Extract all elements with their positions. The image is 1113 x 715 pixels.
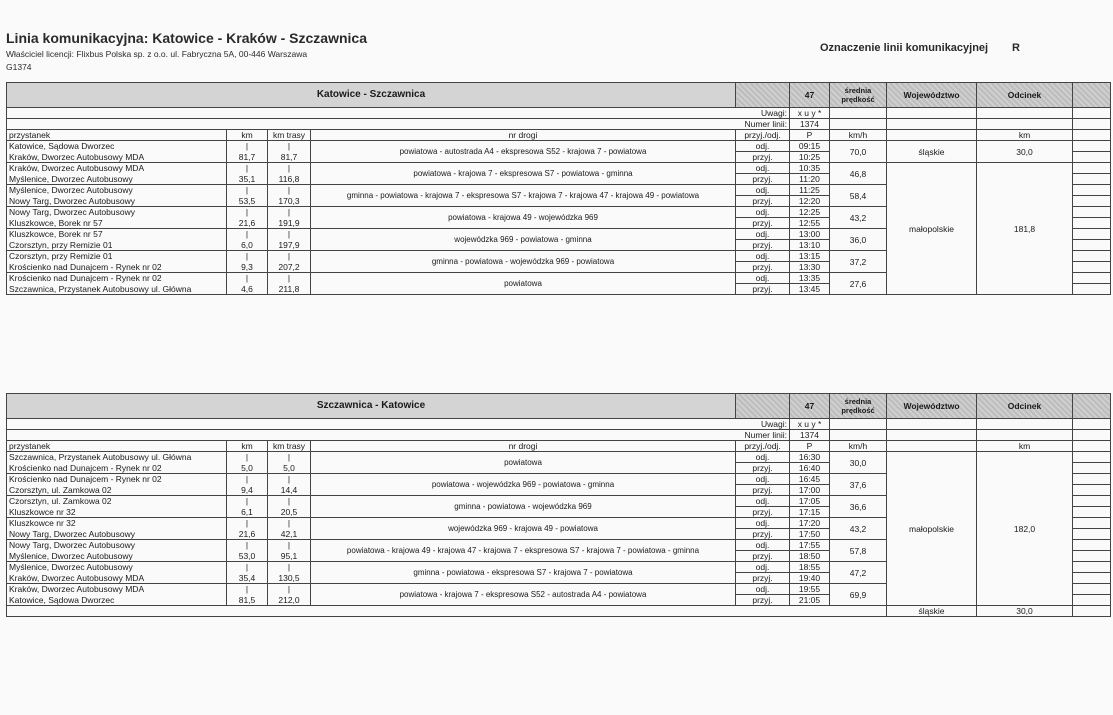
dep-label: odj. xyxy=(736,562,790,573)
arr-label: przyj. xyxy=(736,174,790,185)
line-number-label: Numer linii: xyxy=(7,119,790,130)
remarks-value: x u y * xyxy=(790,108,830,119)
avg-speed: 69,9 xyxy=(830,584,887,606)
road-numbers: wojewódzka 969 - krajowa 49 - powiatowa xyxy=(311,518,736,540)
empty xyxy=(887,119,977,130)
arr-time: 18:50 xyxy=(790,551,830,562)
dep-label: odj. xyxy=(736,540,790,551)
avg-speed-header: średnia prędkość xyxy=(830,83,887,108)
dep-time: 13:15 xyxy=(790,251,830,262)
dep-time: 10:35 xyxy=(790,163,830,174)
voivodeship: śląskie xyxy=(887,141,977,163)
segment-km: 21,6 xyxy=(227,218,268,229)
arr-time: 21:05 xyxy=(790,595,830,606)
arr-time: 12:55 xyxy=(790,218,830,229)
stop-from: Kluszkowce nr 32 xyxy=(7,518,227,529)
tick: | xyxy=(227,452,268,463)
line-mark-label: Oznaczenie linii komunikacyjnej xyxy=(820,42,989,54)
route-km: 197,9 xyxy=(268,240,311,251)
tick: | xyxy=(268,273,311,284)
col-header-km-unit: km xyxy=(977,130,1073,141)
arr-label: przyj. xyxy=(736,573,790,584)
tick: | xyxy=(227,229,268,240)
arr-label: przyj. xyxy=(736,284,790,295)
dep-label: odj. xyxy=(736,584,790,595)
avg-speed: 58,4 xyxy=(830,185,887,207)
route-km: 207,2 xyxy=(268,262,311,273)
stop-to: Myślenice, Dworzec Autobusowy xyxy=(7,551,227,562)
stop-to: Krościenko nad Dunajcem - Rynek nr 02 xyxy=(7,463,227,474)
arr-label: przyj. xyxy=(736,463,790,474)
stop-from: Kluszkowce, Borek nr 57 xyxy=(7,229,227,240)
section-header: Odcinek xyxy=(977,394,1073,419)
arr-time: 13:30 xyxy=(790,262,830,273)
segment-km: 35,4 xyxy=(227,573,268,584)
segment-km: 9,4 xyxy=(227,485,268,496)
route-km: 191,9 xyxy=(268,218,311,229)
segment-km: 5,0 xyxy=(227,463,268,474)
tick: | xyxy=(227,562,268,573)
dep-time: 13:00 xyxy=(790,229,830,240)
tick: | xyxy=(268,584,311,595)
empty xyxy=(830,430,887,441)
empty xyxy=(830,108,887,119)
dep-label: odj. xyxy=(736,518,790,529)
arr-time: 13:10 xyxy=(790,240,830,251)
voivodeship-header: Województwo xyxy=(887,394,977,419)
line-number-label: Numer linii: xyxy=(7,430,790,441)
empty xyxy=(977,119,1073,130)
arr-label: przyj. xyxy=(736,240,790,251)
col-header-km-route: km trasy xyxy=(268,130,311,141)
empty xyxy=(1073,573,1111,584)
empty xyxy=(1073,174,1111,185)
col-header-km-route: km trasy xyxy=(268,441,311,452)
dep-label: odj. xyxy=(736,141,790,152)
arr-label: przyj. xyxy=(736,551,790,562)
empty xyxy=(1073,119,1111,130)
empty xyxy=(1073,130,1111,141)
road-numbers: powiatowa xyxy=(311,273,736,295)
dep-label: odj. xyxy=(736,163,790,174)
empty xyxy=(830,119,887,130)
stop-to: Myślenice, Dworzec Autobusowy xyxy=(7,174,227,185)
route-km: 211,8 xyxy=(268,284,311,295)
empty xyxy=(1073,284,1111,295)
band-end xyxy=(1073,83,1111,108)
tick: | xyxy=(268,562,311,573)
empty xyxy=(1073,163,1111,174)
dep-label: odj. xyxy=(736,251,790,262)
avg-speed: 47,2 xyxy=(830,562,887,584)
route-km: 42,1 xyxy=(268,529,311,540)
line-code: G1374 xyxy=(6,62,32,72)
tick: | xyxy=(227,584,268,595)
road-numbers: wojewódzka 969 - powiatowa - gminna xyxy=(311,229,736,251)
tick: | xyxy=(268,540,311,551)
voivodeship-header: Województwo xyxy=(887,83,977,108)
tick: | xyxy=(268,207,311,218)
empty xyxy=(1073,551,1111,562)
stop-to: Kluszkowce nr 32 xyxy=(7,507,227,518)
road-numbers: gminna - powiatowa - krajowa 7 - ekspresowa S7 - krajowa 7 - krajowa 47 - krajowa 49 - powiatowa xyxy=(311,185,736,207)
section-km: 30,0 xyxy=(977,606,1073,617)
empty xyxy=(1073,463,1111,474)
course-number: 47 xyxy=(790,83,830,108)
arr-time: 17:15 xyxy=(790,507,830,518)
line-number-value: 1374 xyxy=(790,430,830,441)
tick: | xyxy=(227,163,268,174)
avg-speed: 27,6 xyxy=(830,273,887,295)
stop-to: Kraków, Dworzec Autobusowy MDA xyxy=(7,152,227,163)
segment-km: 53,0 xyxy=(227,551,268,562)
stop-from: Katowice, Sądowa Dworzec xyxy=(7,141,227,152)
empty xyxy=(1073,240,1111,251)
timetable-1 xyxy=(6,82,1111,295)
empty xyxy=(1073,595,1111,606)
avg-speed-header: średnia prędkość xyxy=(830,394,887,419)
stop-from: Myślenice, Dworzec Autobusowy xyxy=(7,562,227,573)
dep-label: odj. xyxy=(736,452,790,463)
road-numbers: gminna - powiatowa - ekspresowa S7 - krajowa 7 - powiatowa xyxy=(311,562,736,584)
segment-km: 6,0 xyxy=(227,240,268,251)
empty xyxy=(1073,430,1111,441)
tick: | xyxy=(268,251,311,262)
arr-label: przyj. xyxy=(736,196,790,207)
arr-label: przyj. xyxy=(736,218,790,229)
dep-time: 17:20 xyxy=(790,518,830,529)
route-km: 20,5 xyxy=(268,507,311,518)
dep-label: odj. xyxy=(736,273,790,284)
empty xyxy=(1073,218,1111,229)
stop-to: Czorsztyn, ul. Zamkowa 02 xyxy=(7,485,227,496)
empty xyxy=(830,419,887,430)
remarks-value: x u y * xyxy=(790,419,830,430)
tick: | xyxy=(227,207,268,218)
empty xyxy=(887,130,977,141)
period-value: P xyxy=(790,130,830,141)
arr-label: przyj. xyxy=(736,507,790,518)
arr-time: 16:40 xyxy=(790,463,830,474)
stop-from: Kraków, Dworzec Autobusowy MDA xyxy=(7,163,227,174)
remarks-label: Uwagi: xyxy=(7,419,790,430)
road-numbers: powiatowa - krajowa 49 - krajowa 47 - krajowa 7 - ekspresowa S7 - krajowa 7 - powiatowa - gminna xyxy=(311,540,736,562)
route-km: 130,5 xyxy=(268,573,311,584)
dep-time: 17:05 xyxy=(790,496,830,507)
col-header-arrdep: przyj./odj. xyxy=(736,441,790,452)
license-owner: Właściciel licencji: Flixbus Polska sp. z o.o. ul. Fabryczna 5A, 00-446 Warszawa xyxy=(6,49,308,59)
arr-label: przyj. xyxy=(736,529,790,540)
empty xyxy=(1073,540,1111,551)
band-end xyxy=(1073,394,1111,419)
road-numbers: gminna - powiatowa - wojewódzka 969 - powiatowa xyxy=(311,251,736,273)
tick: | xyxy=(268,141,311,152)
segment-km: 21,6 xyxy=(227,529,268,540)
tick: | xyxy=(227,518,268,529)
route-km: 81,7 xyxy=(268,152,311,163)
avg-speed: 57,8 xyxy=(830,540,887,562)
tick: | xyxy=(227,251,268,262)
section-km: 182,0 xyxy=(977,452,1073,606)
tick: | xyxy=(268,185,311,196)
segment-km: 9,3 xyxy=(227,262,268,273)
avg-speed: 36,0 xyxy=(830,229,887,251)
route-km: 14,4 xyxy=(268,485,311,496)
tick: | xyxy=(268,496,311,507)
arr-time: 19:40 xyxy=(790,573,830,584)
col-header-stop: przystanek xyxy=(7,130,227,141)
stop-to: Nowy Targ, Dworzec Autobusowy xyxy=(7,196,227,207)
tick: | xyxy=(227,496,268,507)
course-number: 47 xyxy=(790,394,830,419)
col-header-km: km xyxy=(227,130,268,141)
empty xyxy=(1073,185,1111,196)
dep-time: 13:35 xyxy=(790,273,830,284)
arr-time: 17:50 xyxy=(790,529,830,540)
section-header: Odcinek xyxy=(977,83,1073,108)
voivodeship: małopolskie xyxy=(887,163,977,295)
stop-to: Nowy Targ, Dworzec Autobusowy xyxy=(7,529,227,540)
road-numbers: powiatowa - autostrada A4 - ekspresowa S52 - krajowa 7 - powiatowa xyxy=(311,141,736,163)
empty xyxy=(1073,529,1111,540)
road-numbers: powiatowa - krajowa 7 - ekspresowa S7 - powiatowa - gminna xyxy=(311,163,736,185)
route-km: 116,8 xyxy=(268,174,311,185)
route-km: 170,3 xyxy=(268,196,311,207)
arr-label: przyj. xyxy=(736,485,790,496)
empty xyxy=(1073,229,1111,240)
empty xyxy=(977,430,1073,441)
empty xyxy=(1073,485,1111,496)
stop-from: Nowy Targ, Dworzec Autobusowy xyxy=(7,207,227,218)
avg-speed: 30,0 xyxy=(830,452,887,474)
tick: | xyxy=(227,474,268,485)
col-header-stop: przystanek xyxy=(7,441,227,452)
arr-label: przyj. xyxy=(736,595,790,606)
section-km: 181,8 xyxy=(977,163,1073,295)
avg-speed: 70,0 xyxy=(830,141,887,163)
avg-speed: 37,2 xyxy=(830,251,887,273)
band-spacer xyxy=(736,394,790,419)
dep-time: 16:30 xyxy=(790,452,830,463)
empty xyxy=(1073,474,1111,485)
empty xyxy=(1073,152,1111,163)
empty xyxy=(977,108,1073,119)
stop-to: Krościenko nad Dunajcem - Rynek nr 02 xyxy=(7,262,227,273)
timetable-2 xyxy=(6,393,1111,617)
band-spacer xyxy=(736,83,790,108)
stop-to: Kluszkowce, Borek nr 57 xyxy=(7,218,227,229)
stop-from: Czorsztyn, przy Remizie 01 xyxy=(7,251,227,262)
avg-speed: 46,8 xyxy=(830,163,887,185)
empty xyxy=(1073,141,1111,152)
dep-label: odj. xyxy=(736,229,790,240)
dep-time: 16:45 xyxy=(790,474,830,485)
segment-km: 81,7 xyxy=(227,152,268,163)
segment-km: 81,5 xyxy=(227,595,268,606)
route-km: 212,0 xyxy=(268,595,311,606)
tick: | xyxy=(268,518,311,529)
route-km: 95,1 xyxy=(268,551,311,562)
tick: | xyxy=(268,452,311,463)
line-number-value: 1374 xyxy=(790,119,830,130)
arr-label: przyj. xyxy=(736,152,790,163)
tick: | xyxy=(268,163,311,174)
col-header-road: nr drogi xyxy=(311,130,736,141)
stop-from: Kraków, Dworzec Autobusowy MDA xyxy=(7,584,227,595)
dep-time: 17:55 xyxy=(790,540,830,551)
road-numbers: powiatowa - wojewódzka 969 - powiatowa - gminna xyxy=(311,474,736,496)
stop-to: Katowice, Sądowa Dworzec xyxy=(7,595,227,606)
dep-time: 11:25 xyxy=(790,185,830,196)
tick: | xyxy=(227,185,268,196)
col-header-km: km xyxy=(227,441,268,452)
dep-label: odj. xyxy=(736,185,790,196)
arr-time: 17:00 xyxy=(790,485,830,496)
road-numbers: powiatowa xyxy=(311,452,736,474)
arr-time: 11:20 xyxy=(790,174,830,185)
dep-time: 18:55 xyxy=(790,562,830,573)
dep-time: 09:15 xyxy=(790,141,830,152)
col-header-road: nr drogi xyxy=(311,441,736,452)
empty xyxy=(7,606,887,617)
empty xyxy=(977,419,1073,430)
segment-km: 53,5 xyxy=(227,196,268,207)
stop-to: Szczawnica, Przystanek Autobusowy ul. Główna xyxy=(7,284,227,295)
arr-label: przyj. xyxy=(736,262,790,273)
dep-label: odj. xyxy=(736,474,790,485)
empty xyxy=(1073,273,1111,284)
period-value: P xyxy=(790,441,830,452)
avg-speed: 43,2 xyxy=(830,207,887,229)
empty xyxy=(1073,507,1111,518)
section-km: 30,0 xyxy=(977,141,1073,163)
direction-title: Katowice - Szczawnica xyxy=(7,83,736,108)
dep-label: odj. xyxy=(736,207,790,218)
route-km: 5,0 xyxy=(268,463,311,474)
stop-from: Czorsztyn, ul. Zamkowa 02 xyxy=(7,496,227,507)
avg-speed: 37,6 xyxy=(830,474,887,496)
arr-time: 13:45 xyxy=(790,284,830,295)
avg-speed: 36,6 xyxy=(830,496,887,518)
stop-from: Nowy Targ, Dworzec Autobusowy xyxy=(7,540,227,551)
empty xyxy=(887,430,977,441)
arr-time: 10:25 xyxy=(790,152,830,163)
voivodeship: śląskie xyxy=(887,606,977,617)
road-numbers: powiatowa - krajowa 7 - ekspresowa S52 - autostrada A4 - powiatowa xyxy=(311,584,736,606)
arr-time: 12:20 xyxy=(790,196,830,207)
road-numbers: gminna - powiatowa - wojewódzka 969 xyxy=(311,496,736,518)
col-header-arrdep: przyj./odj. xyxy=(736,130,790,141)
empty xyxy=(887,108,977,119)
empty xyxy=(887,419,977,430)
remarks-label: Uwagi: xyxy=(7,108,790,119)
tick: | xyxy=(268,229,311,240)
empty xyxy=(1073,207,1111,218)
segment-km: 35,1 xyxy=(227,174,268,185)
col-header-km-unit: km xyxy=(977,441,1073,452)
stop-from: Szczawnica, Przystanek Autobusowy ul. Główna xyxy=(7,452,227,463)
avg-speed: 43,2 xyxy=(830,518,887,540)
empty xyxy=(1073,496,1111,507)
empty xyxy=(887,441,977,452)
empty xyxy=(1073,452,1111,463)
stop-from: Krościenko nad Dunajcem - Rynek nr 02 xyxy=(7,474,227,485)
road-numbers: powiatowa - krajowa 49 - wojewódzka 969 xyxy=(311,207,736,229)
dep-label: odj. xyxy=(736,496,790,507)
segment-km: 6,1 xyxy=(227,507,268,518)
segment-km: 4,6 xyxy=(227,284,268,295)
tick: | xyxy=(227,273,268,284)
empty xyxy=(1073,196,1111,207)
tick: | xyxy=(227,141,268,152)
page-title: Linia komunikacyjna: Katowice - Kraków - Szczawnica xyxy=(6,30,367,46)
line-mark-value: R xyxy=(1012,42,1020,54)
empty xyxy=(1073,441,1111,452)
col-header-kmh: km/h xyxy=(830,130,887,141)
stop-from: Myślenice, Dworzec Autobusowy xyxy=(7,185,227,196)
stop-from: Krościenko nad Dunajcem - Rynek nr 02 xyxy=(7,273,227,284)
empty xyxy=(1073,262,1111,273)
stop-to: Czorsztyn, przy Remizie 01 xyxy=(7,240,227,251)
empty xyxy=(1073,606,1111,617)
dep-time: 19:55 xyxy=(790,584,830,595)
empty xyxy=(1073,584,1111,595)
empty xyxy=(1073,108,1111,119)
tick: | xyxy=(268,474,311,485)
empty xyxy=(1073,419,1111,430)
empty xyxy=(1073,251,1111,262)
col-header-kmh: km/h xyxy=(830,441,887,452)
voivodeship: małopolskie xyxy=(887,452,977,606)
dep-time: 12:25 xyxy=(790,207,830,218)
empty xyxy=(1073,518,1111,529)
direction-title: Szczawnica - Katowice xyxy=(7,394,736,419)
stop-to: Kraków, Dworzec Autobusowy MDA xyxy=(7,573,227,584)
empty xyxy=(1073,562,1111,573)
tick: | xyxy=(227,540,268,551)
